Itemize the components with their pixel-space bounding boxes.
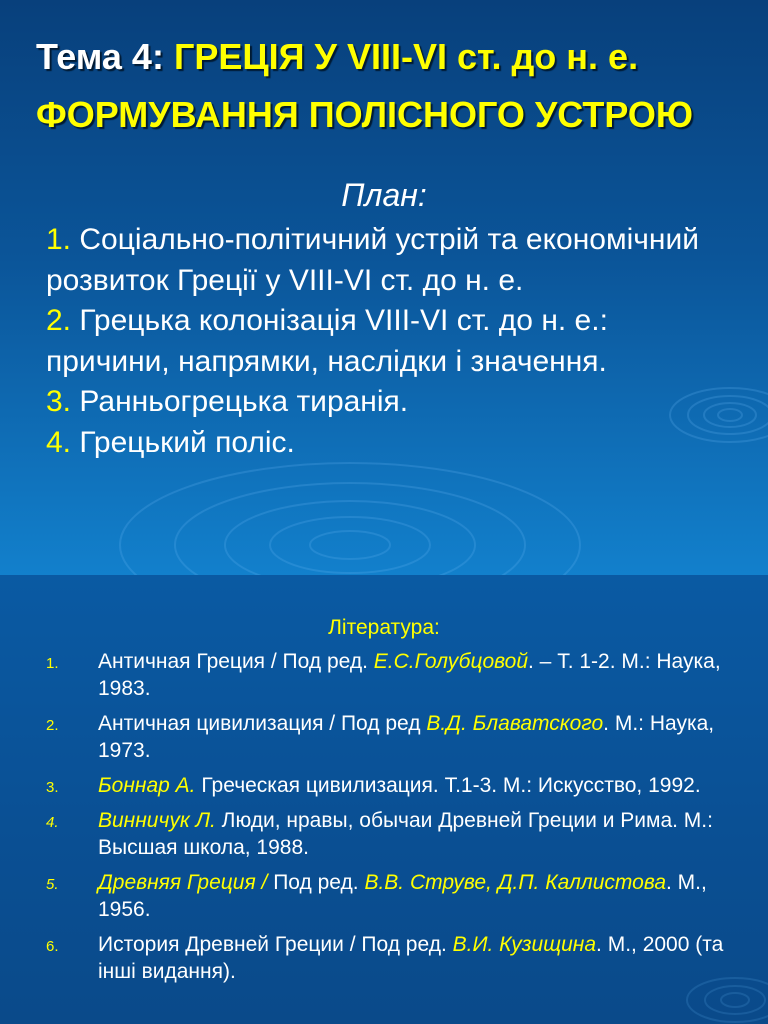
literature-item-author: Винничук Л. [98, 809, 216, 832]
literature-item-text: Греческая цивилизация. Т.1-3. М.: Искусство, 1992. [195, 774, 701, 797]
literature-item-text: Античная цивилизация / Под ред [98, 712, 427, 735]
literature-item-editor: В.В. Струве, Д.П. Каллистова [364, 871, 667, 894]
literature-item-text: . М., 2000 (та інші видання). [98, 933, 724, 983]
literature-item-editor: В.Д. Блаватского [426, 712, 604, 735]
literature-item-text: . – Т. 1-2. М.: Наука, 1983. [98, 650, 721, 700]
plan-item [46, 301, 736, 382]
literature-item-number: 2. [46, 717, 59, 734]
plan-item [46, 423, 736, 464]
literature-item [46, 869, 736, 923]
literature-item [46, 648, 736, 702]
literature-item-number: 1. [46, 655, 59, 672]
literature-item-number: 6. [46, 938, 59, 955]
literature-item-text: Античная Греция / Под ред. [98, 650, 374, 673]
plan-item-number: 2. [46, 304, 72, 337]
literature-item-author: Боннар А. [98, 774, 196, 797]
plan-list [46, 220, 736, 463]
plan-item-text: Соціально-політичний устрій та економічний розвиток Греції у VIII-VI ст. до н. е. [46, 223, 699, 297]
literature-item-editor: Е.С.Голубцовой [373, 650, 529, 673]
slide-title [36, 36, 638, 78]
literature-item [46, 931, 736, 985]
literature-item [46, 772, 736, 799]
literature-item-text: . М., 1956. [98, 871, 707, 921]
plan-item-number: 4. [46, 425, 72, 459]
title-topic: ГРЕЦІЯ У VIII-VI ст. до н. е. [163, 36, 639, 77]
plan-item-text: Грецький поліс. [71, 425, 295, 459]
literature-item-title: Древняя Греция / [98, 871, 268, 894]
plan-item-number: 1. [46, 223, 72, 256]
literature-item-text: История Древней Греции / Под ред. [98, 933, 453, 956]
literature-item-text: . М.: Наука, 1973. [98, 712, 715, 762]
literature-item-number: 3. [46, 779, 59, 796]
plan-item [46, 382, 736, 423]
literature-heading: Література: [328, 616, 440, 639]
plan-heading: План: [341, 177, 427, 213]
plan-item [46, 220, 736, 301]
slide-subtitle: ФОРМУВАННЯ ПОЛІСНОГО УСТРОЮ [36, 94, 694, 135]
literature-item-text: Люди, нравы, обычаи Древней Греции и Рима. М.: Высшая школа, 1988. [98, 809, 713, 859]
literature-item-number: 4. [46, 814, 59, 831]
plan-item-text: Грецька колонізація VIII-VI ст. до н. е.: причини, напрямки, наслідки і значення. [46, 304, 608, 378]
literature-item-editor: В.И. Кузищина [452, 933, 597, 956]
literature-item [46, 807, 736, 861]
title-prefix: Тема 4: [36, 36, 164, 77]
literature-list [46, 648, 736, 993]
plan-item-number: 3. [46, 385, 72, 418]
literature-item-number: 5. [46, 876, 59, 893]
plan-item-text: Ранньогрецька тиранія. [71, 385, 409, 418]
literature-item [46, 710, 736, 764]
literature-item-text: Под ред. [267, 871, 365, 894]
